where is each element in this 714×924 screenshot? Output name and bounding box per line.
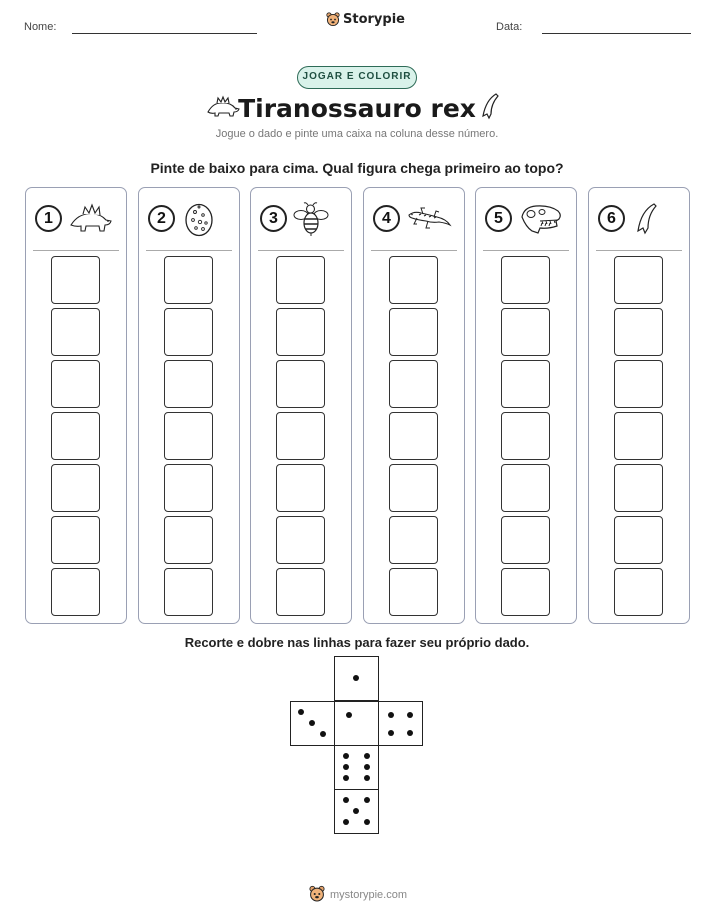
page-title: Tiranossauro rex: [238, 94, 476, 123]
column-divider: [371, 250, 457, 251]
color-box[interactable]: [51, 568, 100, 616]
color-box[interactable]: [501, 412, 550, 460]
column-number: 4: [373, 205, 400, 232]
die-pip: [364, 797, 370, 803]
footer-url[interactable]: mystorypie.com: [330, 889, 408, 901]
column-number: 5: [485, 205, 512, 232]
column-header: [35, 201, 115, 237]
die-pip: [346, 712, 352, 718]
lizard-icon: [406, 201, 454, 235]
color-box[interactable]: [614, 360, 663, 408]
color-box[interactable]: [164, 308, 213, 356]
brand-name: Storypie: [343, 12, 405, 27]
die-face-1[interactable]: [334, 656, 379, 701]
die-pip: [364, 819, 370, 825]
die-pip: [343, 764, 349, 770]
die-face-1-center[interactable]: [334, 701, 379, 746]
name-line[interactable]: [72, 33, 257, 34]
color-box[interactable]: [614, 308, 663, 356]
die-pip: [320, 731, 326, 737]
column-header: [373, 201, 453, 237]
column-divider: [33, 250, 119, 251]
color-box[interactable]: [389, 412, 438, 460]
color-box[interactable]: [164, 568, 213, 616]
bee-icon: [293, 201, 333, 237]
die-pip: [364, 764, 370, 770]
footer: [0, 885, 714, 905]
die-pip: [388, 712, 394, 718]
tooth-claw-icon: [631, 201, 661, 237]
column-3: [250, 187, 352, 624]
die-face-4[interactable]: [378, 701, 423, 746]
color-box[interactable]: [164, 464, 213, 512]
column-header: [598, 201, 678, 237]
stegosaurus-icon: [68, 201, 114, 235]
color-box[interactable]: [614, 516, 663, 564]
color-box[interactable]: [501, 308, 550, 356]
column-divider: [146, 250, 232, 251]
die-pip: [353, 675, 359, 681]
color-box[interactable]: [501, 516, 550, 564]
die-pip: [343, 819, 349, 825]
dinosaur-skull-icon: [518, 201, 564, 237]
color-box[interactable]: [614, 568, 663, 616]
die-pip: [407, 730, 413, 736]
die-pip: [343, 797, 349, 803]
color-box[interactable]: [501, 256, 550, 304]
color-box[interactable]: [389, 360, 438, 408]
color-box[interactable]: [164, 360, 213, 408]
worksheet-header: [0, 0, 714, 45]
color-box[interactable]: [51, 464, 100, 512]
color-box[interactable]: [276, 360, 325, 408]
color-box[interactable]: [276, 308, 325, 356]
color-box[interactable]: [389, 568, 438, 616]
column-divider: [483, 250, 569, 251]
date-label: Data:: [496, 21, 523, 33]
color-box[interactable]: [389, 308, 438, 356]
color-box[interactable]: [51, 516, 100, 564]
color-box[interactable]: [276, 256, 325, 304]
column-6: [588, 187, 690, 624]
die-face-3[interactable]: [290, 701, 335, 746]
column-5: [475, 187, 577, 624]
title-row: [0, 92, 714, 126]
subtitle: Jogue o dado e pinte uma caixa na coluna desse número.: [215, 128, 499, 140]
die-pip: [343, 775, 349, 781]
column-number: 6: [598, 205, 625, 232]
color-box[interactable]: [51, 412, 100, 460]
name-label: Nome:: [24, 21, 57, 33]
column-number: 2: [148, 205, 175, 232]
color-box[interactable]: [164, 256, 213, 304]
die-pip: [343, 753, 349, 759]
cut-instruction: Recorte e dobre nas linhas para fazer seu próprio dado.: [184, 635, 530, 650]
color-box[interactable]: [389, 464, 438, 512]
brand-logo: [326, 12, 405, 27]
column-header: [260, 201, 340, 237]
column-2: [138, 187, 240, 624]
color-box[interactable]: [389, 516, 438, 564]
storypie-mascot-icon: [326, 12, 340, 27]
color-box[interactable]: [276, 412, 325, 460]
color-box[interactable]: [276, 568, 325, 616]
storypie-mascot-icon: [309, 885, 325, 903]
column-4: [363, 187, 465, 624]
column-header: [485, 201, 565, 237]
instruction-text: Pinte de baixo para cima. Qual figura chega primeiro ao topo?: [150, 160, 564, 176]
die-pip: [407, 712, 413, 718]
die-pip: [364, 753, 370, 759]
die-face-6[interactable]: [334, 745, 379, 790]
color-box[interactable]: [614, 256, 663, 304]
color-box[interactable]: [51, 360, 100, 408]
date-line[interactable]: [542, 33, 691, 34]
die-pip: [364, 775, 370, 781]
color-box[interactable]: [501, 464, 550, 512]
color-box[interactable]: [51, 308, 100, 356]
column-1: [25, 187, 127, 624]
die-face-5[interactable]: [334, 789, 379, 834]
color-box[interactable]: [614, 412, 663, 460]
column-divider: [258, 250, 344, 251]
column-number: 3: [260, 205, 287, 232]
die-pip: [353, 808, 359, 814]
die-pip: [309, 720, 315, 726]
color-box[interactable]: [164, 412, 213, 460]
column-divider: [596, 250, 682, 251]
column-number: 1: [35, 205, 62, 232]
activity-badge: JOGAR E COLORIR: [297, 66, 417, 89]
color-box[interactable]: [51, 256, 100, 304]
color-box[interactable]: [276, 464, 325, 512]
color-box[interactable]: [276, 516, 325, 564]
die-pip: [388, 730, 394, 736]
color-box[interactable]: [389, 256, 438, 304]
column-header: [148, 201, 228, 237]
die-pip: [298, 709, 304, 715]
color-box[interactable]: [164, 516, 213, 564]
tooth-claw-icon: [478, 92, 502, 122]
color-box[interactable]: [501, 568, 550, 616]
color-box[interactable]: [614, 464, 663, 512]
dinosaur-egg-icon: [181, 201, 217, 237]
color-box[interactable]: [501, 360, 550, 408]
